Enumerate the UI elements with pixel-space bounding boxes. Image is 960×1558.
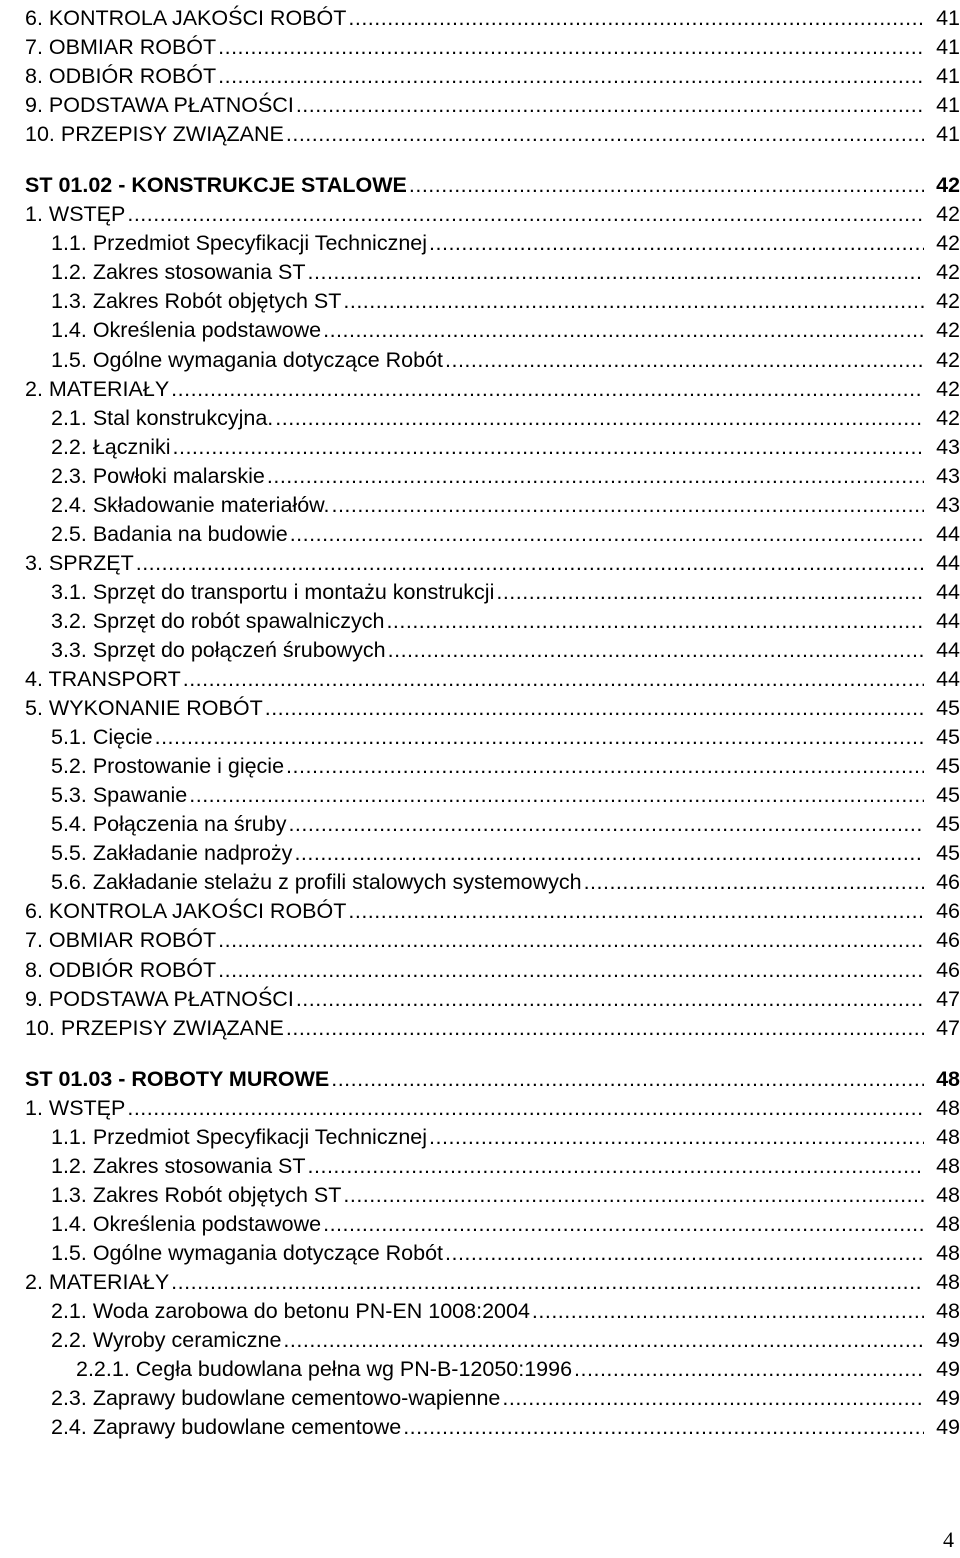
toc-entry[interactable] <box>0 462 960 491</box>
toc-dot-leader <box>183 665 924 694</box>
toc-entry[interactable] <box>0 346 960 375</box>
toc-entry[interactable] <box>0 549 960 578</box>
toc-dot-leader <box>308 1152 924 1181</box>
toc-entry-page: 44 <box>936 579 960 604</box>
toc-entry-title: 9. PODSTAWA PŁATNOŚCI <box>25 986 294 1011</box>
toc-dot-leader <box>218 926 924 955</box>
toc-entry-title: 6. KONTROLA JAKOŚCI ROBÓT <box>25 899 347 924</box>
toc-entry-title: 1.3. Zakres Robót objętych ST <box>51 289 342 314</box>
toc-entry-page: 44 <box>936 667 960 692</box>
toc-entry[interactable] <box>0 956 960 985</box>
toc-entry-title: 2. MATERIAŁY <box>25 376 170 401</box>
toc-entry-title: 5.4. Połączenia na śruby <box>51 812 287 837</box>
toc-dot-leader <box>574 1355 924 1384</box>
toc-entry-page: 49 <box>936 1415 960 1440</box>
toc-dot-leader <box>331 1065 924 1094</box>
toc-entry[interactable] <box>0 1297 960 1326</box>
toc-entry-page: 42 <box>936 173 960 198</box>
toc-entry-page: 48 <box>936 1066 960 1091</box>
toc-dot-leader <box>218 956 924 985</box>
toc-entry-page: 45 <box>936 725 960 750</box>
toc-entry-page: 48 <box>936 1299 960 1324</box>
toc-entry[interactable] <box>0 404 960 433</box>
toc-entry-page: 49 <box>936 1386 960 1411</box>
toc-entry[interactable] <box>0 1014 960 1043</box>
toc-entry-page: 44 <box>936 550 960 575</box>
toc-entry[interactable] <box>0 91 960 120</box>
toc-dot-leader <box>296 985 924 1014</box>
toc-dot-leader <box>288 810 924 839</box>
toc-entry-page: 48 <box>936 1211 960 1236</box>
toc-dot-leader <box>286 120 924 149</box>
toc-section-heading[interactable] <box>0 171 960 200</box>
page-number: 4 <box>943 1527 954 1552</box>
toc-entry-title: ST 01.02 - KONSTRUKCJE STALOWE <box>25 173 407 198</box>
toc-entry-title: 1.1. Przedmiot Specyfikacji Technicznej <box>51 231 428 256</box>
toc-entry[interactable] <box>0 200 960 229</box>
toc-entry[interactable] <box>0 258 960 287</box>
toc-entry-title: 2.2. Łączniki <box>51 434 171 459</box>
toc-entry-title: 5.1. Cięcie <box>51 725 153 750</box>
toc-dot-leader <box>403 1413 924 1442</box>
toc-entry[interactable] <box>0 375 960 404</box>
toc-entry-title: 1.4. Określenia podstawowe <box>51 1211 322 1236</box>
toc-dot-leader <box>171 1268 924 1297</box>
toc-entry-title: 2. MATERIAŁY <box>25 1269 170 1294</box>
toc-entry-page: 45 <box>936 696 960 721</box>
toc-entry[interactable] <box>0 316 960 345</box>
toc-entry-page: 44 <box>936 637 960 662</box>
toc-entry[interactable] <box>0 810 960 839</box>
toc-entry-title: 5.2. Prostowanie i gięcie <box>51 754 285 779</box>
toc-dot-leader <box>496 578 924 607</box>
toc-entry[interactable] <box>0 433 960 462</box>
toc-entry-page: 45 <box>936 812 960 837</box>
toc-entry-page: 41 <box>936 35 960 60</box>
toc-entry-title: 1. WSTĘP <box>25 1095 126 1120</box>
toc-entry-title: 10. PRZEPISY ZWIĄZANE <box>25 122 284 147</box>
toc-entry[interactable] <box>0 781 960 810</box>
toc-entry[interactable] <box>0 491 960 520</box>
toc-dot-leader <box>294 839 924 868</box>
toc-dot-leader <box>323 1210 924 1239</box>
toc-entry-title: 5.3. Spawanie <box>51 783 188 808</box>
toc-entry-title: 1.3. Zakres Robót objętych ST <box>51 1182 342 1207</box>
toc-dot-leader <box>429 1123 924 1152</box>
toc-entry-page: 48 <box>936 1269 960 1294</box>
toc-entry-title: 3.1. Sprzęt do transportu i montażu konstrukcji <box>51 579 495 604</box>
toc-entry-page: 48 <box>936 1124 960 1149</box>
toc-entry[interactable] <box>0 1326 960 1355</box>
toc-entry-title: 3.3. Sprzęt do połączeń śrubowych <box>51 637 386 662</box>
toc-entry-title: 2.4. Składowanie materiałów. <box>51 492 330 517</box>
toc-dot-leader <box>388 636 924 665</box>
toc-entry-page: 44 <box>936 608 960 633</box>
toc-entry[interactable] <box>0 985 960 1014</box>
toc-entry-page: 41 <box>936 122 960 147</box>
toc-entry-page: 46 <box>936 899 960 924</box>
toc-entry[interactable] <box>0 62 960 91</box>
toc-entry-title: 2.5. Badania na budowie <box>51 521 288 546</box>
toc-dot-leader <box>155 723 924 752</box>
toc-entry-page: 42 <box>936 376 960 401</box>
toc-dot-leader <box>189 781 924 810</box>
toc-entry-page: 43 <box>936 463 960 488</box>
toc-entry-title: 2.3. Powłoki malarskie <box>51 463 265 488</box>
toc-entry[interactable] <box>0 578 960 607</box>
toc-entry-title: 9. PODSTAWA PŁATNOŚCI <box>25 93 294 118</box>
toc-entry-page: 46 <box>936 957 960 982</box>
toc-entry-page: 42 <box>936 202 960 227</box>
toc-entry-page: 45 <box>936 754 960 779</box>
toc-entry-title: 8. ODBIÓR ROBÓT <box>25 64 217 89</box>
toc-dot-leader <box>502 1384 924 1413</box>
toc-entry[interactable] <box>0 868 960 897</box>
toc-dot-leader <box>218 62 924 91</box>
toc-entry-page: 42 <box>936 289 960 314</box>
toc-entry-page: 48 <box>936 1153 960 1178</box>
toc-dot-leader <box>584 868 924 897</box>
toc-entry-title: 5. WYKONANIE ROBÓT <box>25 696 263 721</box>
toc-entry-page: 41 <box>936 64 960 89</box>
toc-entry-title: 2.1. Woda zarobowa do betonu PN-EN 1008:2004 <box>51 1299 530 1324</box>
toc-entry-title: 1.2. Zakres stosowania ST <box>51 1153 306 1178</box>
toc-entry[interactable] <box>0 607 960 636</box>
toc-entry[interactable] <box>0 1413 960 1442</box>
table-of-contents <box>0 4 960 1442</box>
toc-entry-page: 48 <box>936 1095 960 1120</box>
toc-entry[interactable] <box>0 723 960 752</box>
toc-entry[interactable] <box>0 120 960 149</box>
toc-entry-title: 5.6. Zakładanie stelażu z profili stalowych systemowych <box>51 870 582 895</box>
toc-entry-page: 44 <box>936 521 960 546</box>
toc-entry-title: 2.4. Zaprawy budowlane cementowe <box>51 1415 402 1440</box>
toc-entry-page: 45 <box>936 841 960 866</box>
toc-entry[interactable] <box>0 665 960 694</box>
toc-dot-leader <box>127 1094 924 1123</box>
toc-entry[interactable] <box>0 1239 960 1268</box>
toc-entry-title: 1.4. Określenia podstawowe <box>51 318 322 343</box>
toc-entry-title: 1.5. Ogólne wymagania dotyczące Robót <box>51 347 444 372</box>
toc-entry[interactable] <box>0 1123 960 1152</box>
toc-entry-page: 46 <box>936 928 960 953</box>
toc-entry-page: 42 <box>936 231 960 256</box>
toc-dot-leader <box>296 91 924 120</box>
toc-entry[interactable] <box>0 897 960 926</box>
toc-entry-page: 42 <box>936 260 960 285</box>
toc-entry-page: 48 <box>936 1240 960 1265</box>
toc-entry-page: 47 <box>936 1015 960 1040</box>
toc-entry-page: 41 <box>936 6 960 30</box>
toc-dot-leader <box>348 4 924 33</box>
toc-entry-title: 2.2.1. Cegła budowlana pełna wg PN-B-12050:1996 <box>76 1357 573 1382</box>
toc-entry-page: 48 <box>936 1182 960 1207</box>
toc-dot-leader <box>286 752 924 781</box>
toc-dot-leader <box>267 462 924 491</box>
toc-dot-leader <box>265 694 924 723</box>
toc-entry-title: 4. TRANSPORT <box>25 667 181 692</box>
toc-entry[interactable] <box>0 752 960 781</box>
toc-dot-leader <box>331 491 924 520</box>
toc-entry[interactable] <box>0 1355 960 1384</box>
toc-entry-page: 43 <box>936 492 960 517</box>
toc-dot-leader <box>136 549 924 578</box>
toc-entry-title: ST 01.03 - ROBOTY MUROWE <box>25 1066 330 1091</box>
toc-dot-leader <box>348 897 924 926</box>
toc-entry-title: 2.3. Zaprawy budowlane cementowo-wapienne <box>51 1386 501 1411</box>
toc-entry[interactable] <box>0 1384 960 1413</box>
toc-entry-page: 49 <box>936 1328 960 1353</box>
toc-dot-leader <box>386 607 924 636</box>
toc-entry[interactable] <box>0 926 960 955</box>
toc-entry[interactable] <box>0 1268 960 1297</box>
toc-dot-leader <box>429 229 924 258</box>
toc-dot-leader <box>283 1326 924 1355</box>
toc-entry-page: 42 <box>936 405 960 430</box>
toc-entry-title: 3. SPRZĘT <box>25 550 134 575</box>
toc-dot-leader <box>409 171 924 200</box>
toc-entry-title: 1.2. Zakres stosowania ST <box>51 260 306 285</box>
toc-dot-leader <box>127 200 924 229</box>
toc-dot-leader <box>286 1014 924 1043</box>
toc-dot-leader <box>532 1297 924 1326</box>
toc-dot-leader <box>290 520 924 549</box>
toc-dot-leader <box>275 404 924 433</box>
toc-entry-title: 7. OBMIAR ROBÓT <box>25 35 217 60</box>
toc-section-heading[interactable] <box>0 1065 960 1094</box>
toc-dot-leader <box>343 1181 924 1210</box>
toc-entry-title: 6. KONTROLA JAKOŚCI ROBÓT <box>25 6 347 30</box>
toc-entry[interactable] <box>0 1152 960 1181</box>
toc-entry[interactable] <box>0 229 960 258</box>
toc-entry[interactable] <box>0 694 960 723</box>
toc-entry-title: 10. PRZEPISY ZWIĄZANE <box>25 1015 284 1040</box>
toc-dot-leader <box>343 287 924 316</box>
toc-entry[interactable] <box>0 33 960 62</box>
toc-dot-leader <box>308 258 924 287</box>
toc-entry-title: 2.2. Wyroby ceramiczne <box>51 1328 282 1353</box>
toc-dot-leader <box>218 33 924 62</box>
toc-dot-leader <box>323 316 924 345</box>
toc-entry-page: 42 <box>936 347 960 372</box>
toc-entry[interactable] <box>0 4 960 33</box>
toc-entry-page: 46 <box>936 870 960 895</box>
toc-entry-title: 2.1. Stal konstrukcyjna. <box>51 405 274 430</box>
toc-entry[interactable] <box>0 287 960 316</box>
toc-entry-page: 49 <box>936 1357 960 1382</box>
toc-entry-title: 5.5. Zakładanie nadproży <box>51 841 293 866</box>
toc-entry[interactable] <box>0 1181 960 1210</box>
toc-entry[interactable] <box>0 839 960 868</box>
toc-entry-title: 1.1. Przedmiot Specyfikacji Technicznej <box>51 1124 428 1149</box>
toc-entry-page: 45 <box>936 783 960 808</box>
toc-entry-title: 7. OBMIAR ROBÓT <box>25 928 217 953</box>
toc-dot-leader <box>445 1239 924 1268</box>
toc-dot-leader <box>173 433 924 462</box>
toc-entry-page: 43 <box>936 434 960 459</box>
toc-entry-title: 8. ODBIÓR ROBÓT <box>25 957 217 982</box>
toc-dot-leader <box>445 346 924 375</box>
toc-entry-page: 47 <box>936 986 960 1011</box>
toc-dot-leader <box>171 375 924 404</box>
toc-entry-title: 1.5. Ogólne wymagania dotyczące Robót <box>51 1240 444 1265</box>
toc-entry[interactable] <box>0 1210 960 1239</box>
toc-entry[interactable] <box>0 520 960 549</box>
toc-entry-page: 41 <box>936 93 960 118</box>
toc-entry[interactable] <box>0 636 960 665</box>
toc-entry-title: 3.2. Sprzęt do robót spawalniczych <box>51 608 385 633</box>
toc-entry[interactable] <box>0 1094 960 1123</box>
toc-entry-page: 42 <box>936 318 960 343</box>
toc-entry-title: 1. WSTĘP <box>25 202 126 227</box>
